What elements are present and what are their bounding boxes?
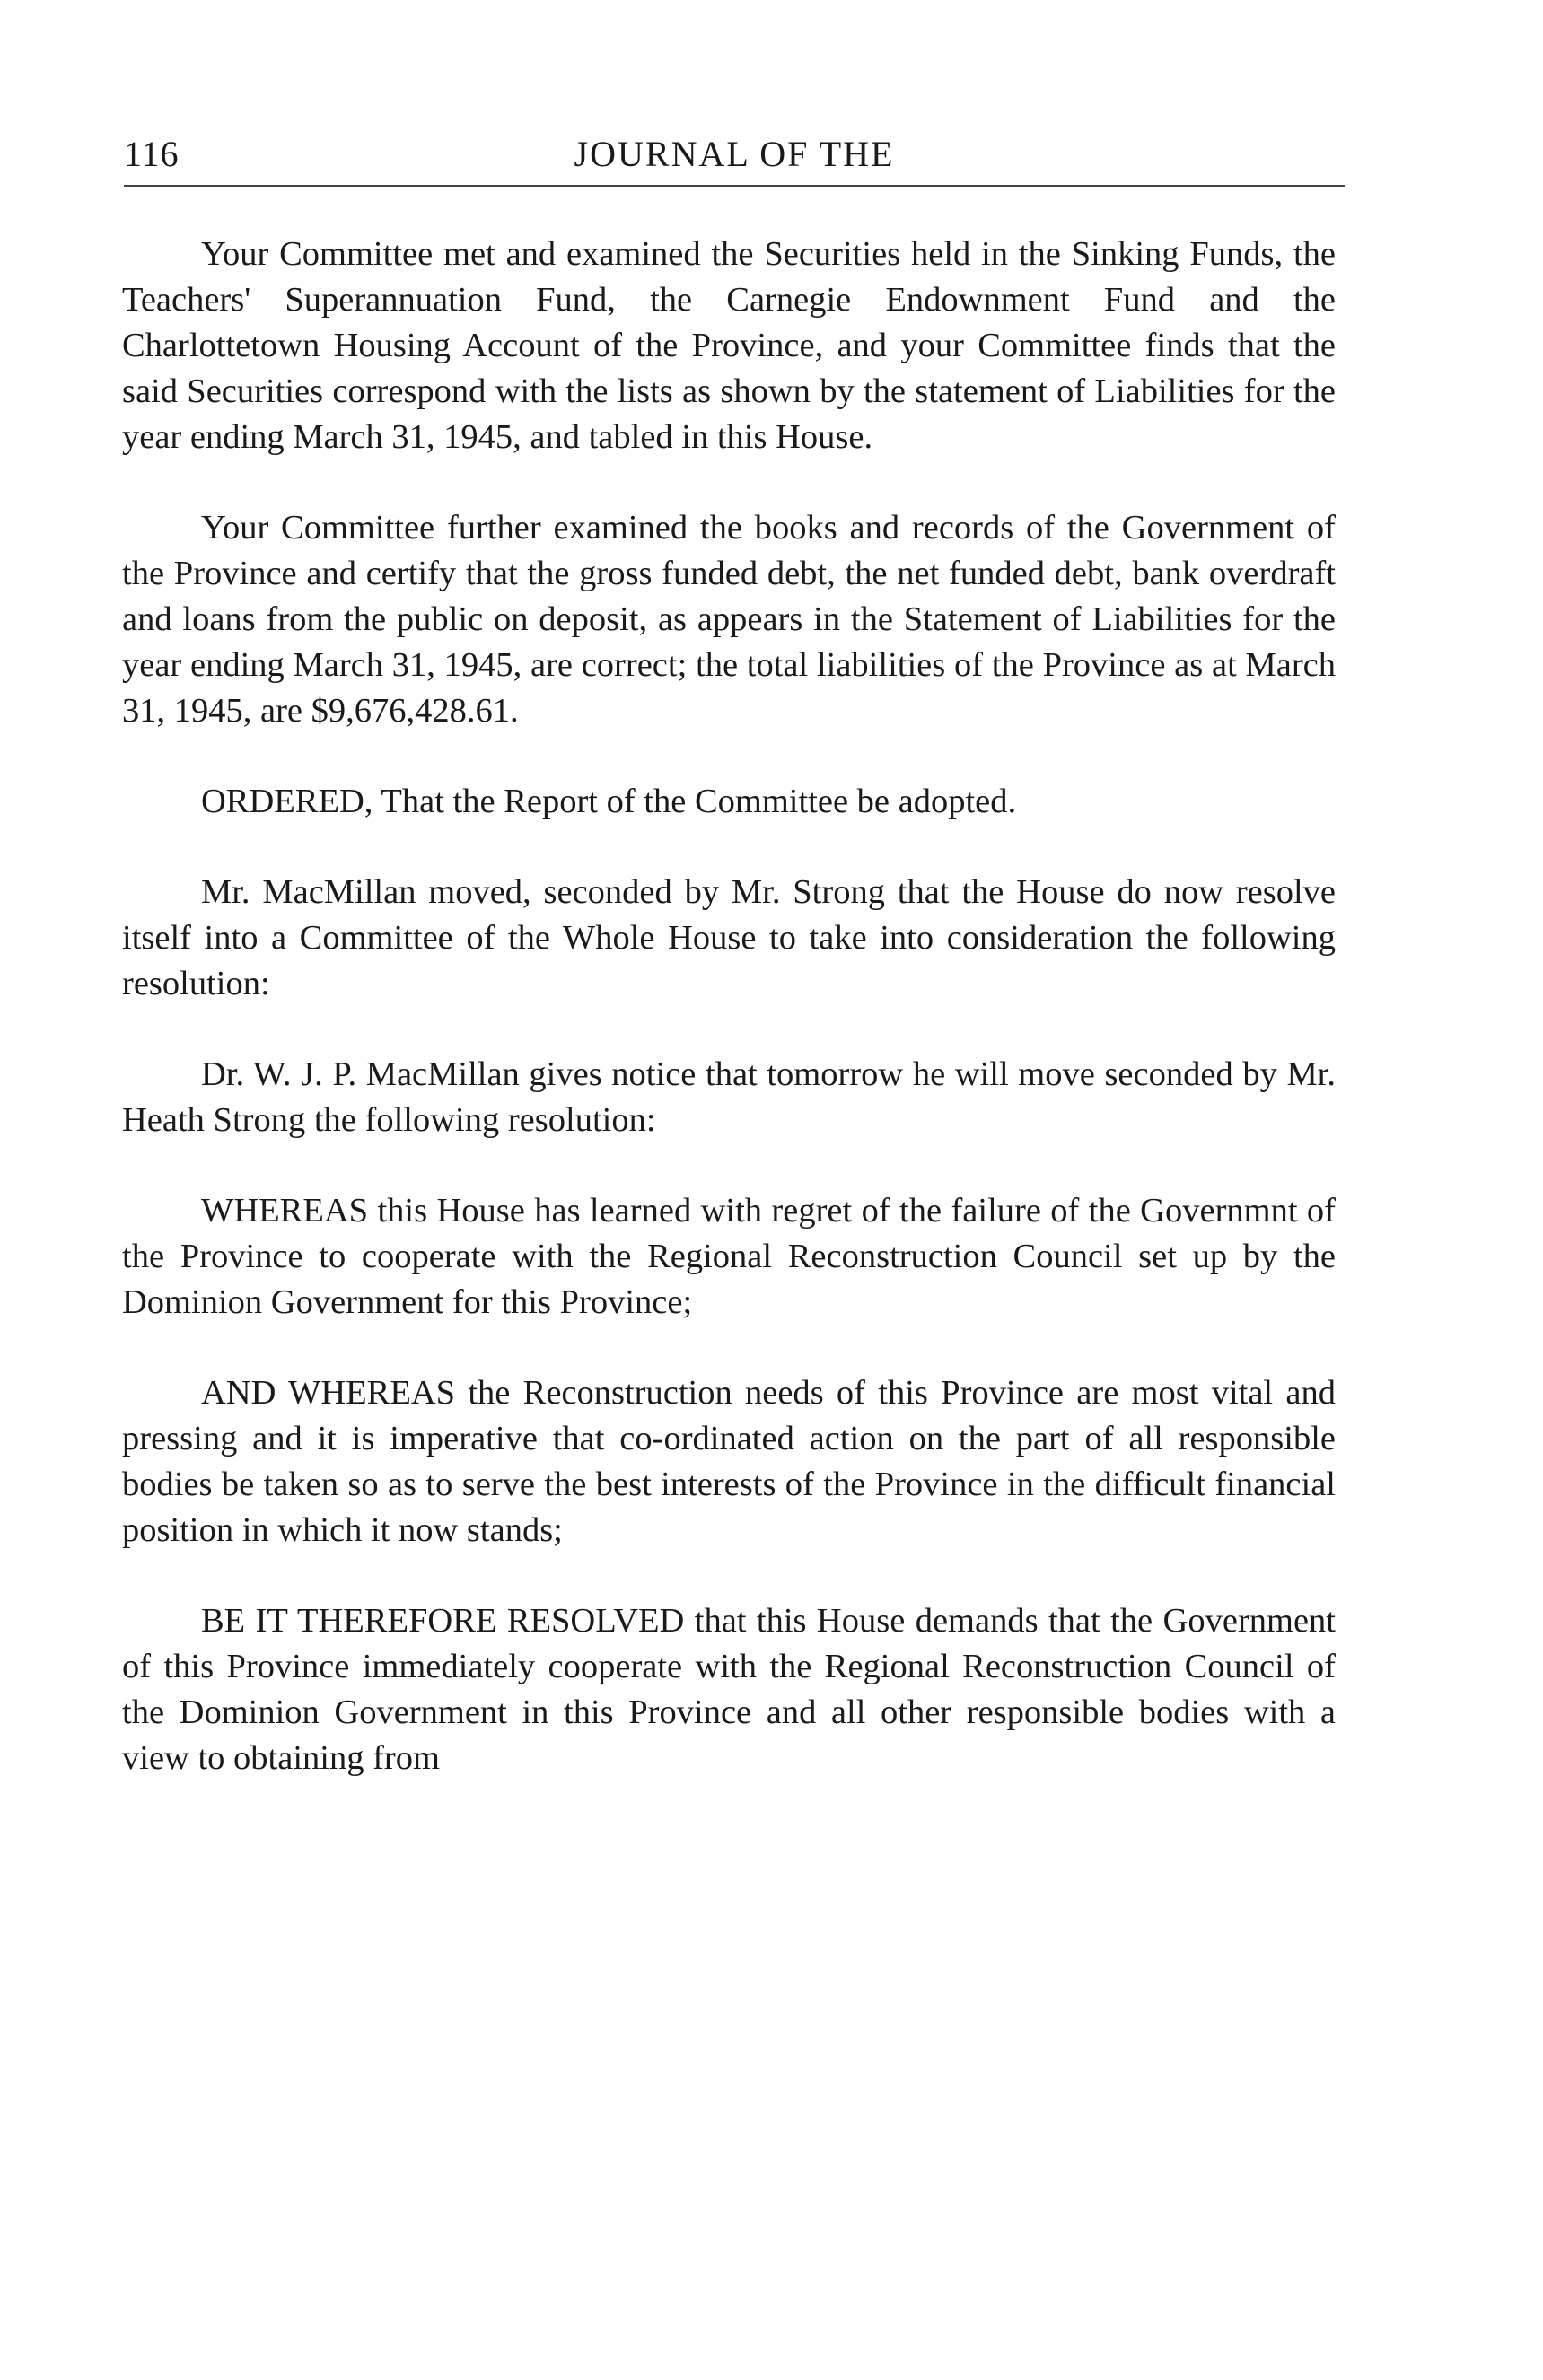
journal-body bbox=[122, 232, 1336, 1781]
page-number: 116 bbox=[124, 134, 180, 174]
paragraph-securities-examined: Your Committee met and examined the Securities held in the Sinking Funds, the Teachers' Superannuation Fund, the Carnegie Endownment Fund and the Charlottetown Housing Account of the Province, and your Committee finds that the said Securities correspond with the lists as shown by the statement of Liabilities for the year ending March 31, 1945, and tabled in this House. bbox=[122, 235, 1336, 456]
paragraph-motion: Mr. MacMillan moved, seconded by Mr. Strong that the House do now resolve itself into a Committee of the Whole House to take into consideration the following resolution: bbox=[122, 873, 1336, 1002]
paragraph-and-whereas: AND WHEREAS the Reconstruction needs of this Province are most vital and pressing and it is imperative that co-ordinated action on the part of all responsible bodies be taken so as to serve the best interests of the Province in the difficult financial position in which it now stands; bbox=[122, 1374, 1336, 1549]
paragraph-ordered: ORDERED, That the Report of the Committee be adopted. bbox=[201, 783, 1017, 820]
paragraph-whereas: WHEREAS this House has learned with regret of the failure of the Governmnt of the Province to cooperate with the Regional Reconstruction Council set up by the Dominion Government for this Province; bbox=[122, 1192, 1336, 1321]
running-title: JOURNAL OF THE bbox=[574, 134, 895, 174]
page-header bbox=[124, 126, 1345, 188]
paragraph-resolved: BE IT THEREFORE RESOLVED that this House demands that the Government of this Province immediately cooperate with the Regional Reconstruction Council of the Dominion Government in this Province and all other responsible bodies with a view to obtaining from bbox=[122, 1602, 1336, 1777]
header-rule bbox=[124, 185, 1345, 187]
paragraph-books-examined: Your Committee further examined the books and records of the Government of the Province and certify that the gross funded debt, the net funded debt, bank overdraft and loans from the public on deposit, as appears in the Statement of Liabilities for the year ending March 31, 1945, are correct; the total liabilities of the Province as at March 31, 1945, are $9,676,428.61. bbox=[122, 509, 1336, 730]
paragraph-notice: Dr. W. J. P. MacMillan gives notice that tomorrow he will move seconded by Mr. Heath Strong the following resolution: bbox=[122, 1055, 1336, 1139]
